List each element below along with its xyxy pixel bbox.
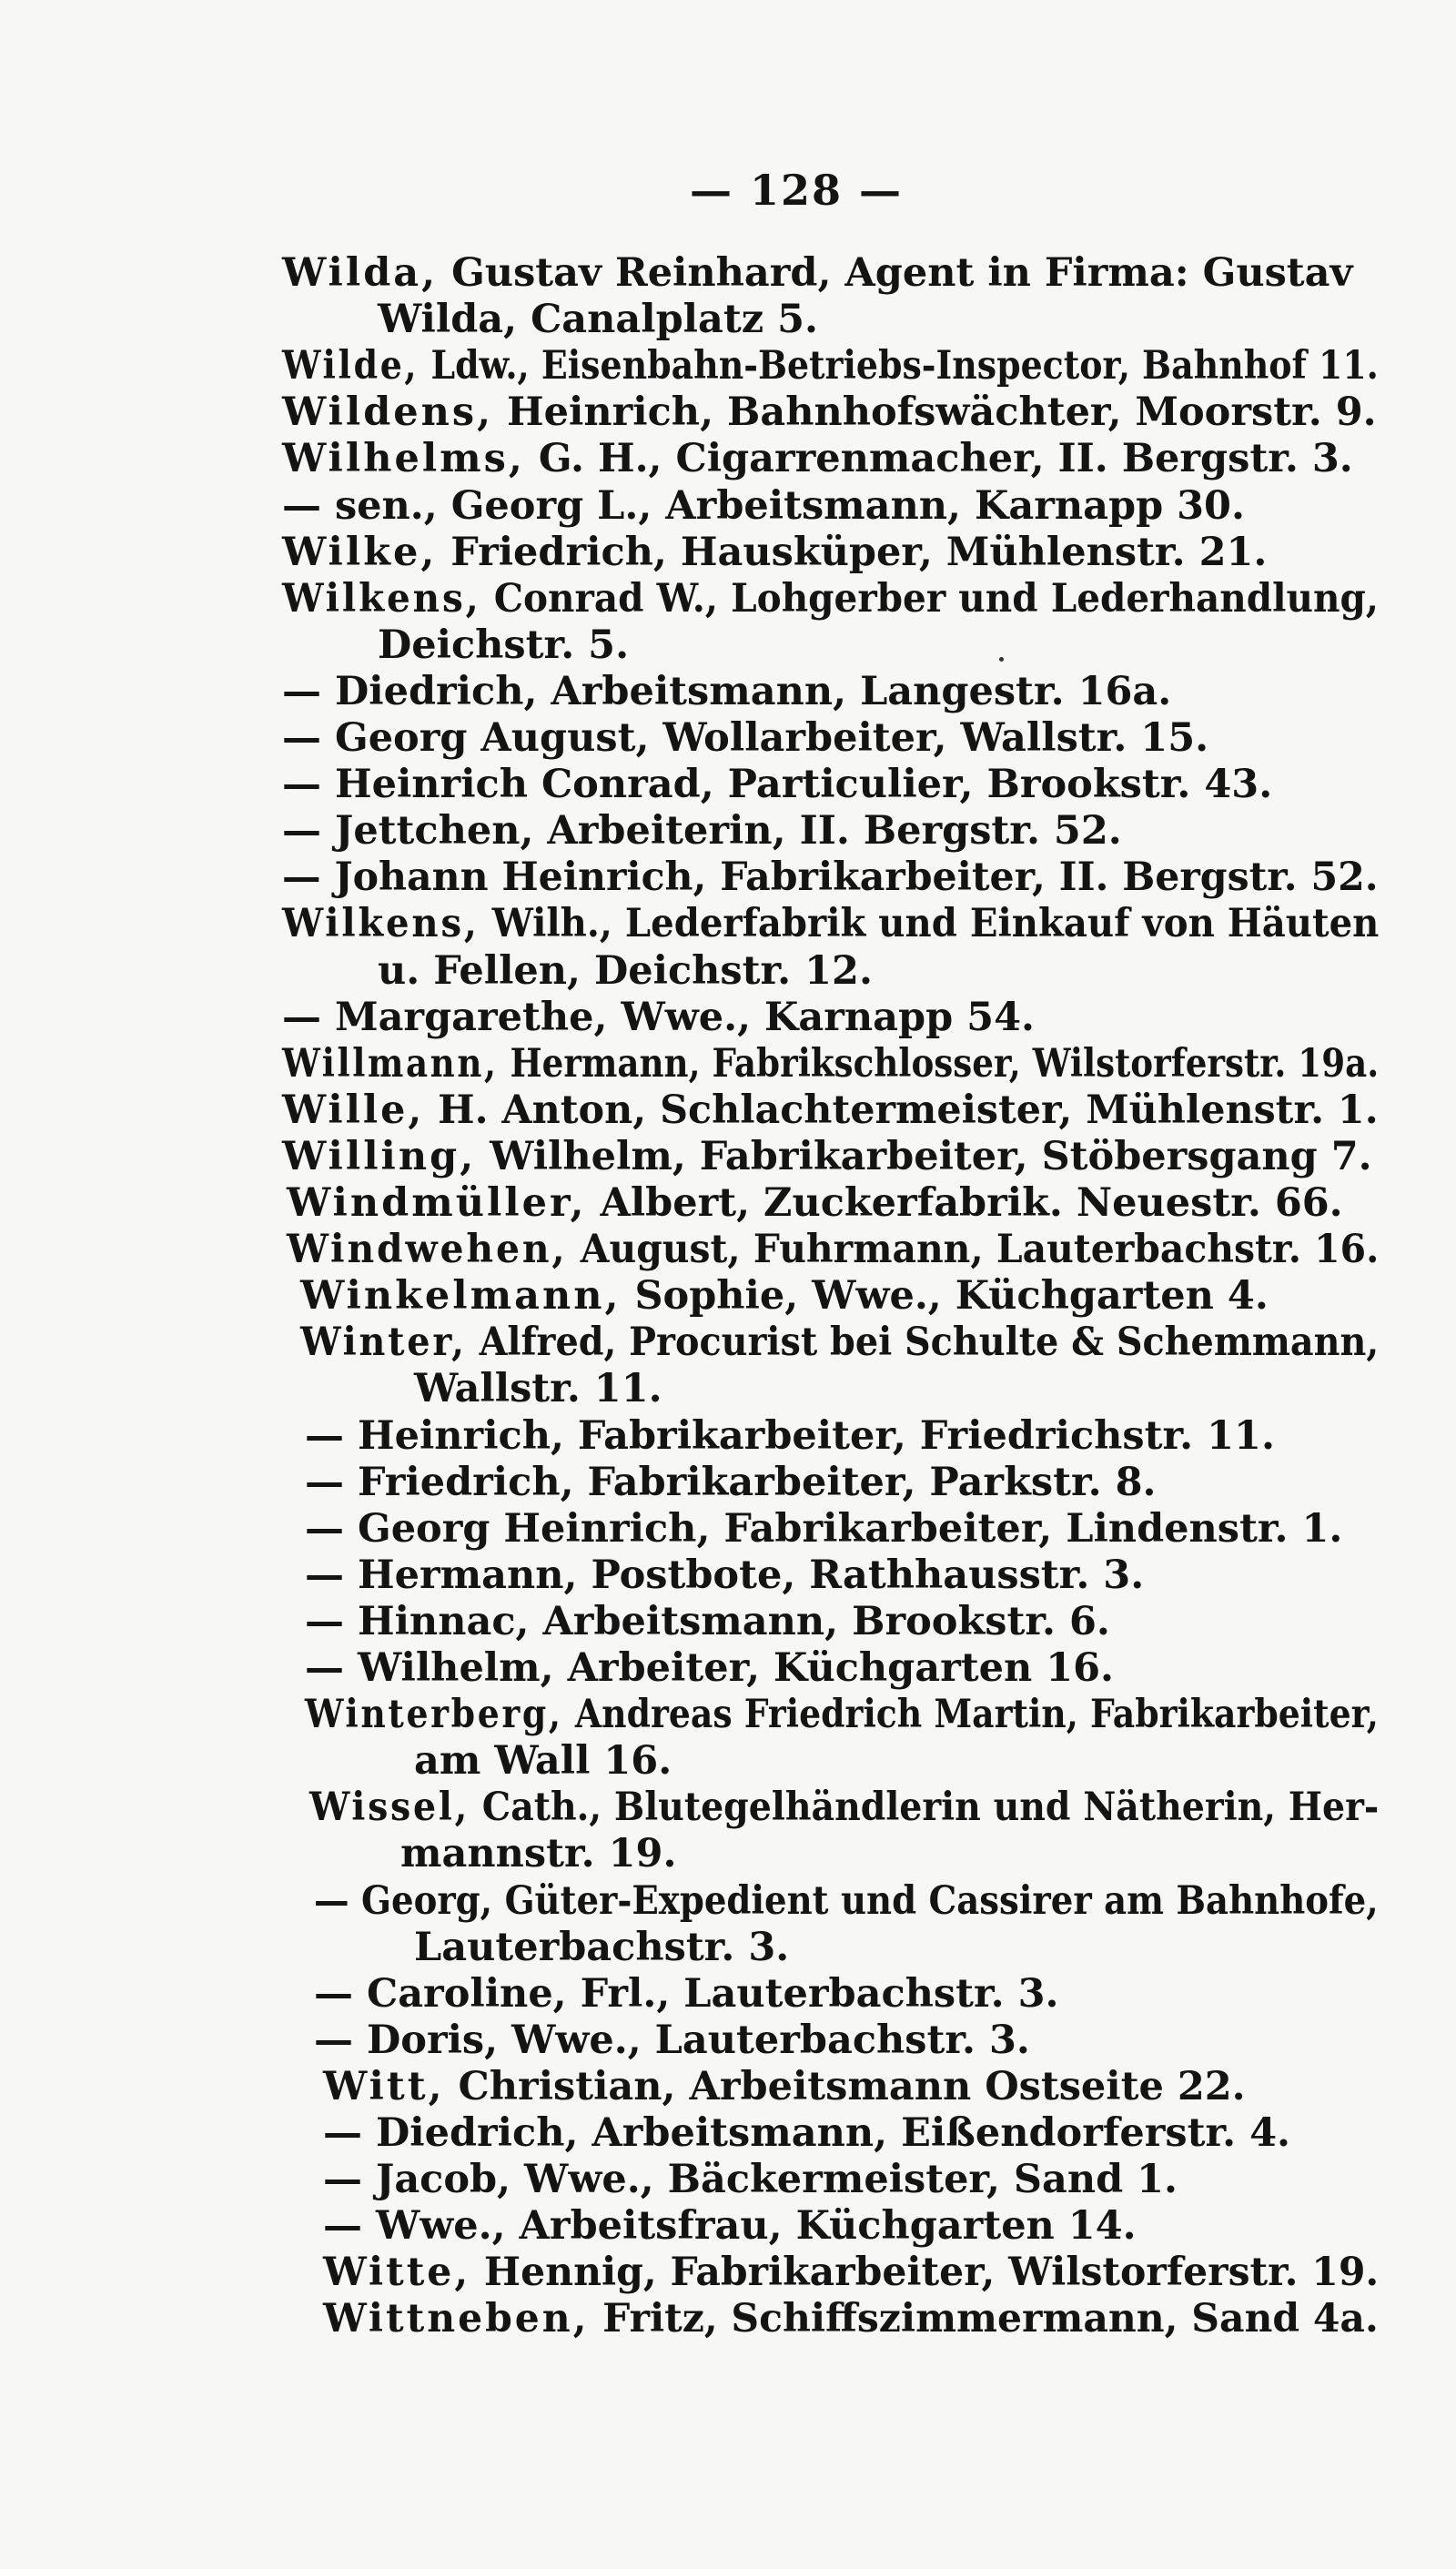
entry-surname: Wilkens, [282,901,480,947]
entry-details: — Caroline, Frl., Lauterbachstr. 3. [314,1970,1059,2017]
entry-text [378,946,873,996]
entry-surname: Witte, [323,2250,471,2296]
entry-details: Friedrich, Hausküper, Mühlenstr. 21. [437,529,1268,575]
entry-surname: Witt, [323,2063,445,2109]
entry-details: Fritz, Schiffszimmermann, Sand 4a. [589,2296,1379,2342]
entry-text [305,1503,1342,1554]
entry-surname: Willing, [282,1133,477,1179]
entry-text [305,1643,1114,1694]
entry-details: — Georg August, Wollarbeiter, Wallstr. 15. [282,715,1209,761]
entry-details: — Jettchen, Arbeiterin, II. Bergstr. 52. [282,808,1122,855]
entry-surname: Windmüller, [287,1180,587,1226]
entry-details: Lauterbachstr. 3. [414,1924,790,1970]
entry-details: Ldw., Eisenbahn-Betriebs-Inspector, Bahnhof 11. [419,343,1379,389]
entry-text [305,1689,1379,1740]
entry-details: Conrad W., Lohgerber und Lederhandlung, [480,575,1379,622]
entry-details: mannstr. 19. [400,1831,677,1877]
entry-surname: Wilde, [282,343,420,389]
entry-details: Alfred, Procurist bei Schulte & Schemmann, [466,1320,1380,1366]
page-number: — 128 — [689,166,904,215]
entry-details: — Johann Heinrich, Fabrikarbeiter, II. Bergstr. 52. [282,855,1379,901]
entry-text [378,294,818,345]
entry-text [314,2015,1030,2066]
print-speck [999,657,1004,662]
entry-text [282,480,1245,531]
entry-text [282,759,1272,810]
entry-text [323,2293,1379,2344]
entry-text [282,1038,1379,1089]
entry-text [414,1922,789,1973]
entry-text [314,1876,1379,1927]
entry-text [414,1363,662,1414]
entry-details: — Hinnac, Arbeitsmann, Brookstr. 6. [305,1598,1110,1644]
entry-text [300,1317,1379,1368]
entry-text [305,1411,1275,1461]
entry-text [282,805,1122,856]
entry-details: — Hermann, Postbote, Rathhausstr. 3. [305,1552,1145,1598]
entry-surname: Willmann, [282,1040,499,1087]
entry-details: Cath., Blutegelhändlerin und Nätherin, Her- [470,1785,1380,1831]
entry-details: u. Fellen, Deichstr. 12. [378,947,873,994]
entry-surname: Wilke, [282,529,438,575]
entry-details: — Georg Heinrich, Fabrikarbeiter, Lindenstr. 1. [305,1505,1343,1552]
entry-details: — Heinrich, Fabrikarbeiter, Friedrichstr. 11. [305,1412,1275,1459]
entry-details: Wilhelm, Fabrikarbeiter, Stöbersgang 7. [476,1133,1372,1179]
entry-text [300,1270,1269,1321]
entry-details: Sophie, Wwe., Küchgarten 4. [621,1273,1269,1320]
entry-text [309,1782,1379,1833]
entry-text [282,248,1353,298]
entry-details: — Georg, Güter-Expedient und Cassirer am Bahnhofe, [314,1877,1379,1924]
entry-surname: Wittneben, [323,2296,590,2342]
entry-text [282,387,1377,438]
entry-text [323,2154,1178,2205]
entry-text [287,1224,1379,1275]
entry-details: Wilh., Lederfabrik und Einkauf von Häuten [479,901,1380,947]
entry-text [305,1457,1156,1508]
entry-surname: Wildens, [282,389,494,436]
entry-details: Gustav Reinhard, Agent in Firma: Gustav [438,250,1353,296]
entry-details: Albert, Zuckerfabrik. Neuestr. 66. [586,1180,1343,1226]
entry-details: Hennig, Fabrikarbeiter, Wilstorferstr. 19. [470,2250,1380,2296]
entry-text [282,713,1208,764]
entry-details: am Wall 16. [414,1738,672,1785]
entry-details: — Wwe., Arbeitsfrau, Küchgarten 14. [323,2203,1137,2250]
entry-text [282,992,1035,1043]
entry-details: Wallstr. 11. [414,1366,662,1412]
entry-text [305,1550,1144,1601]
entry-details: — Diedrich, Arbeitsmann, Langestr. 16a. [282,668,1172,714]
entry-details: Andreas Friedrich Martin, Fabrikarbeiter, [562,1692,1379,1738]
directory-entry [0,2293,1456,2348]
entry-text [282,433,1353,484]
entry-details: Hermann, Fabrikschlosser, Wilstorferstr. 19a. [498,1040,1380,1087]
entry-details: — Margarethe, Wwe., Karnapp 54. [282,994,1035,1040]
entry-text [323,2108,1290,2159]
entry-details: August, Fuhrmann, Lauterbachstr. 16. [567,1227,1380,1273]
entry-surname: Winterberg, [305,1692,563,1738]
entry-surname: Winter, [300,1320,467,1366]
entry-text [323,2061,1246,2112]
entry-text [414,1735,672,1786]
entry-text [282,340,1379,391]
entry-text [323,2200,1137,2251]
entry-details: — Diedrich, Arbeitsmann, Eißendorferstr. 4. [323,2110,1290,2156]
entry-text [282,1085,1379,1136]
entry-text [314,1968,1059,2019]
entry-surname: Wille, [282,1087,425,1133]
entry-details: H. Anton, Schlachtermeister, Mühlenstr. 1. [424,1087,1379,1133]
entry-details: — Doris, Wwe., Lauterbachstr. 3. [314,2017,1030,2063]
entry-surname: Windwehen, [287,1227,568,1273]
entry-text [282,527,1267,578]
entry-text [400,1828,676,1879]
entry-text [378,620,629,671]
entry-details: Deichstr. 5. [378,622,630,668]
entry-details: — sen., Georg L., Arbeitsmann, Karnapp 30. [282,482,1245,529]
entry-text [287,1178,1343,1229]
entry-text [323,2247,1379,2298]
entry-details: Wilda, Canalplatz 5. [378,297,819,343]
entry-details: Christian, Arbeitsmann Ostseite 22. [444,2063,1246,2109]
entry-surname: Wissel, [309,1785,470,1831]
entry-surname: Wilhelms, [282,436,525,482]
entry-text [282,898,1379,949]
entry-text [282,1131,1372,1182]
entry-details: — Wilhelm, Arbeiter, Küchgarten 16. [305,1645,1115,1691]
entry-text [282,852,1379,903]
entry-surname: Wilda, [282,250,439,296]
entry-surname: Wilkens, [282,575,481,622]
entry-text [305,1596,1110,1647]
entry-details: — Jacob, Wwe., Bäckermeister, Sand 1. [323,2157,1178,2203]
entry-details: G. H., Cigarrenmacher, II. Bergstr. 3. [524,436,1353,482]
entry-details: — Friedrich, Fabrikarbeiter, Parkstr. 8. [305,1459,1157,1505]
entry-surname: Winkelmann, [300,1273,622,1320]
entry-details: — Heinrich Conrad, Particulier, Brookstr. 43. [282,762,1273,808]
entry-details: Heinrich, Bahnhofswächter, Moorstr. 9. [493,389,1377,436]
entry-text [282,573,1379,624]
entry-text [282,666,1171,717]
